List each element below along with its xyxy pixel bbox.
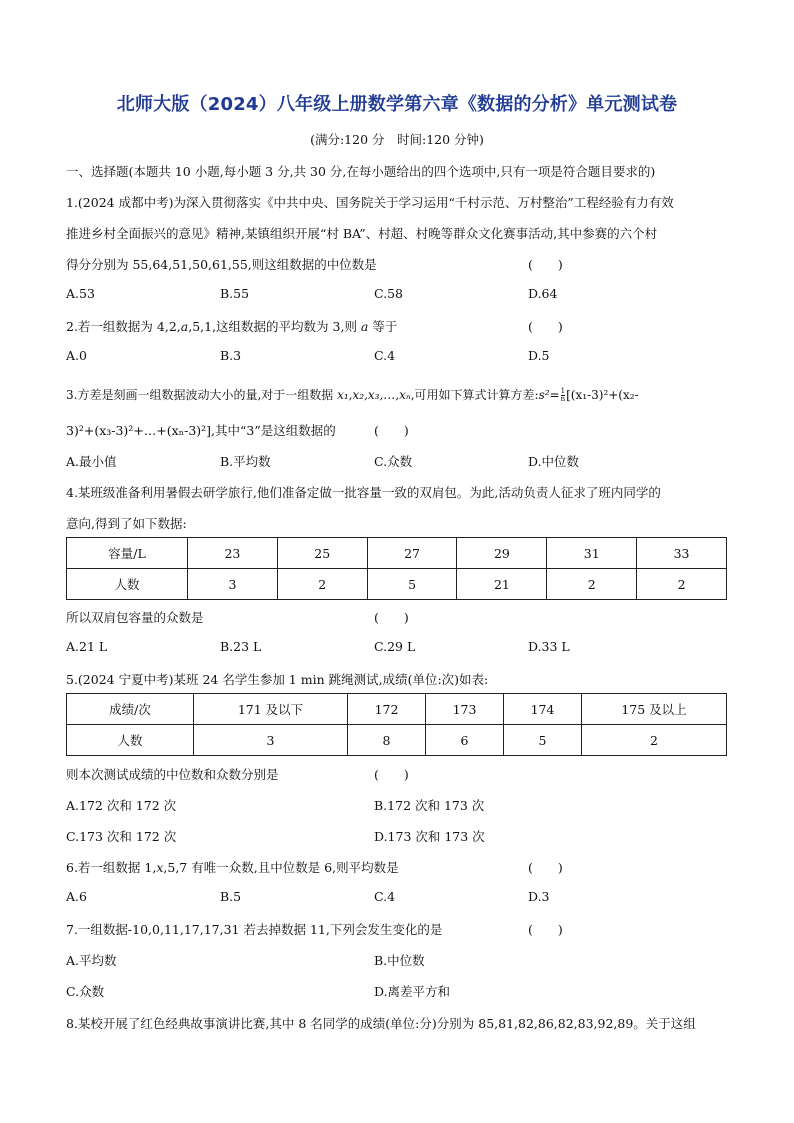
q5-option-b: B.172 次和 173 次: [374, 798, 485, 813]
q1-line2: 推进乡村全面振兴的意见》精神,某镇组织开展“村 BA”、村超、村晚等群众文化赛事活动,其中参赛的六个村: [66, 226, 658, 241]
table-cell: 31: [547, 538, 637, 569]
page-title: 北师大版（2024）八年级上册数学第六章《数据的分析》单元测试卷: [116, 94, 678, 115]
table-cell: 27: [367, 538, 457, 569]
q3-fraction: [561, 388, 566, 403]
table-cell: 2: [547, 569, 637, 600]
table-cell: 175 及以上: [582, 694, 727, 725]
q2-option-a: A.0: [66, 348, 87, 363]
table-cell: 6: [426, 725, 504, 756]
q2-stem-b: ,5,1,这组数据的平均数为 3,则: [188, 319, 361, 334]
table-cell: 171 及以下: [194, 694, 348, 725]
q2-option-c: C.4: [374, 348, 396, 363]
q4-line2: 意向,得到了如下数据:: [66, 516, 187, 531]
q2-stem: [66, 317, 397, 335]
q3-option-b: B.平均数: [220, 454, 271, 469]
table-cell: 2: [637, 569, 727, 600]
table-cell: 2: [277, 569, 367, 600]
q1-option-b: B.55: [220, 286, 250, 301]
q3-answer-blank: ( ): [374, 423, 409, 438]
table-row-label: 容量/L: [67, 538, 188, 569]
q5-option-a: A.172 次和 172 次: [66, 798, 177, 813]
table-row-label: 成绩/次: [67, 694, 194, 725]
table-cell: 173: [426, 694, 504, 725]
table-cell: 174: [504, 694, 582, 725]
q6-option-c: C.4: [374, 889, 396, 904]
q3-formula-mid: [(x₁-3)²+(x₂-: [566, 388, 639, 402]
q6-stem-b: ,5,7 有唯一众数,且中位数是 6,则平均数是: [163, 860, 399, 875]
table-row: [67, 694, 727, 725]
q3-frac-den: n: [560, 395, 566, 403]
q1-line3: 得分分别为 55,64,51,50,61,55,则这组数据的中位数是: [66, 257, 377, 272]
table-cell: 3: [194, 725, 348, 756]
table-cell: 8: [348, 725, 426, 756]
q6-option-d: D.3: [528, 889, 550, 904]
table-row-label: 人数: [67, 569, 188, 600]
q6-option-b: B.5: [220, 889, 242, 904]
q3-line1-b: ,可用如下算式计算方差:: [410, 388, 539, 402]
q3-option-a: A.最小值: [66, 454, 117, 469]
q6-answer-blank: ( ): [528, 860, 563, 875]
table-cell: 25: [277, 538, 367, 569]
q3-line1-a: 3.方差是刻画一组数据波动大小的量,对于一组数据: [66, 388, 338, 402]
table-row: [67, 569, 727, 600]
table-cell: 33: [637, 538, 727, 569]
q1-option-c: C.58: [374, 286, 403, 301]
q4-data-table: [66, 537, 727, 600]
q4-option-d: D.33 L: [528, 639, 570, 654]
table-cell: 2: [582, 725, 727, 756]
q7-option-a: A.平均数: [66, 953, 117, 968]
q3-formula-start: s²=: [538, 388, 560, 402]
q2-option-b: B.3: [220, 348, 242, 363]
q4-option-c: C.29 L: [374, 639, 416, 654]
table-cell: 21: [457, 569, 547, 600]
q5-option-c: C.173 次和 172 次: [66, 829, 177, 844]
q3-data-list: x₁,x₂,x₃,…,xₙ: [337, 388, 411, 402]
exam-info: (满分:120 分 时间:120 分钟): [310, 132, 484, 147]
q3-line1: [66, 386, 639, 403]
table-cell: 172: [348, 694, 426, 725]
q3-option-c: C.众数: [374, 454, 413, 469]
q5-answer-blank: ( ): [374, 767, 409, 782]
section-heading: 一、选择题(本题共 10 小题,每小题 3 分,共 30 分,在每小题给出的四个选项中,只有一项是符合题目要求的): [66, 164, 656, 179]
q2-answer-blank: ( ): [528, 319, 563, 334]
q6-option-a: A.6: [66, 889, 87, 904]
q6-stem-a: 6.若一组数据 1,: [66, 860, 157, 875]
q4-answer-blank: ( ): [374, 610, 409, 625]
q5-option-d: D.173 次和 173 次: [374, 829, 485, 844]
q5-line1: 5.(2024 宁夏中考)某班 24 名学生参加 1 min 跳绳测试,成绩(单位:次)如表:: [66, 672, 489, 687]
q7-stem: 7.一组数据-10,0,11,17,17,31 若去掉数据 11,下列会发生变化的是: [66, 922, 443, 937]
q8-line1: 8.某校开展了红色经典故事演讲比赛,其中 8 名同学的成绩(单位:分)分别为 85,81,82,86,82,83,92,89。关于这组: [66, 1016, 696, 1031]
table-row: [67, 538, 727, 569]
q1-option-a: A.53: [66, 286, 95, 301]
table-row-label: 人数: [67, 725, 194, 756]
q2-option-d: D.5: [528, 348, 550, 363]
table-cell: 5: [367, 569, 457, 600]
q1-line1: 1.(2024 成都中考)为深入贯彻落实《中共中央、国务院关于学习运用“千村示范、万村整治”工程经验有力有效: [66, 195, 674, 210]
q2-stem-a: 2.若一组数据为 4,2,: [66, 319, 181, 334]
table-cell: 5: [504, 725, 582, 756]
q6-stem: [66, 858, 399, 876]
q4-option-a: A.21 L: [66, 639, 108, 654]
q1-answer-blank: ( ): [528, 257, 563, 272]
table-cell: 3: [188, 569, 278, 600]
table-cell: 23: [188, 538, 278, 569]
q7-option-b: B.中位数: [374, 953, 425, 968]
q4-line1: 4.某班级准备利用暑假去研学旅行,他们准备定做一批容量一致的双肩包。为此,活动负责人征求了班内同学的: [66, 485, 661, 500]
q5-after: 则本次测试成绩的中位数和众数分别是: [66, 767, 279, 782]
table-row: [67, 725, 727, 756]
q2-var-a: a: [180, 319, 189, 334]
q6-var-x: x: [156, 860, 164, 875]
q5-data-table: [66, 693, 727, 756]
q7-answer-blank: ( ): [528, 922, 563, 937]
q3-frac-num: 1: [560, 387, 566, 395]
q2-var-a2: a: [360, 319, 369, 334]
q1-option-d: D.64: [528, 286, 558, 301]
q3-line2: 3)²+(x₃-3)²+…+(xₙ-3)²],其中“3”是这组数据的: [66, 423, 336, 438]
q7-option-c: C.众数: [66, 984, 105, 999]
q4-option-b: B.23 L: [220, 639, 262, 654]
q4-after: 所以双肩包容量的众数是: [66, 610, 204, 625]
table-cell: 29: [457, 538, 547, 569]
q2-stem-c: 等于: [368, 319, 398, 334]
q3-option-d: D.中位数: [528, 454, 580, 469]
q7-option-d: D.离差平方和: [374, 984, 451, 999]
